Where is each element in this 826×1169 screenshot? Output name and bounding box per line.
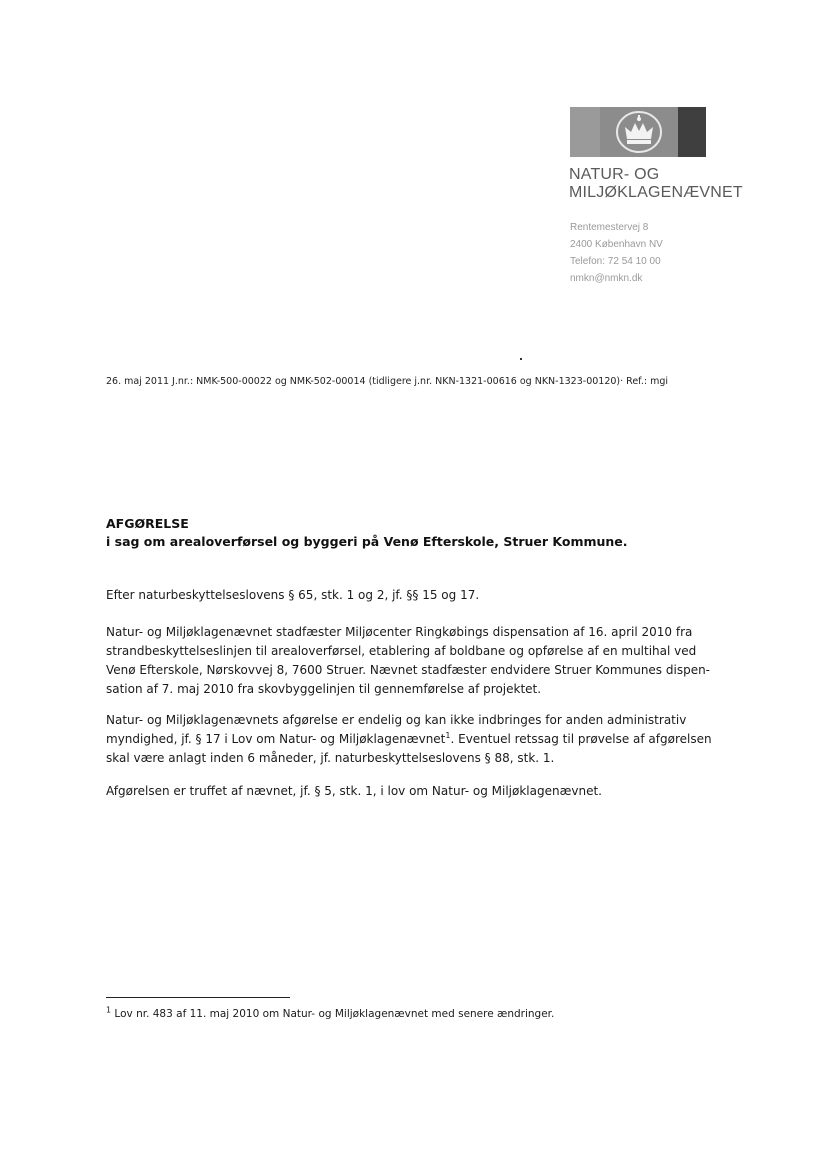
paragraph-line <box>106 730 712 749</box>
logo-left-panel <box>570 107 600 157</box>
paragraph-legal-basis <box>106 586 706 605</box>
address-street: Rentemestervej 8 <box>570 222 649 233</box>
agency-logo <box>570 107 706 157</box>
logo-center-panel <box>600 107 678 157</box>
paragraph-line: skal være anlagt inden 6 måneder, jf. naturbeskyttelseslovens § 88, stk. 1. <box>106 751 555 765</box>
paragraph-line: Natur- og Miljøklagenævnets afgørelse er endelig og kan ikke indbringes for anden administrativ <box>106 713 687 727</box>
logo-right-panel <box>678 107 706 157</box>
crown-icon <box>609 109 669 155</box>
decision-heading <box>106 515 628 551</box>
footnote-reference: 1 <box>445 731 451 740</box>
address-city: 2400 København NV <box>570 239 663 250</box>
paragraph-line: strandbeskyttelseslinjen til arealoverførsel, etablering af boldbane og opførelse af en multihal ved <box>106 644 697 658</box>
footnote-text: Lov nr. 483 af 11. maj 2010 om Natur- og Miljøklagenævnet med senere ændringer. <box>111 1008 555 1020</box>
paragraph-authority <box>106 782 706 801</box>
paragraph-line: sation af 7. maj 2010 fra skovbyggelinjen til gennemførelse af projektet. <box>106 682 542 696</box>
paragraph-line: Efter naturbeskyttelseslovens § 65, stk. 1 og 2, jf. §§ 15 og 17. <box>106 588 480 602</box>
paragraph-finality <box>106 711 712 768</box>
org-name-line-1: NATUR- OG <box>569 166 660 183</box>
organization-name <box>569 166 743 202</box>
paragraph-line: Venø Efterskole, Nørskovvej 8, 7600 Struer. Nævnet stadfæster endvidere Struer Kommunes dispen- <box>106 663 711 677</box>
paragraph-line-part: . Eventuel retssag til prøvelse af afgørelsen <box>450 732 712 746</box>
paragraph-line: Afgørelsen er truffet af nævnet, jf. § 5, stk. 1, i lov om Natur- og Miljøklagenævnet. <box>106 784 602 798</box>
org-name-line-2: MILJØKLAGENÆVNET <box>569 184 743 201</box>
reference-line: 26. maj 2011 J.nr.: NMK-500-00022 og NMK-502-00014 (tidligere j.nr. NKN-1321-00616 og NKN-1323-00120)· Ref.: mgi <box>106 376 668 387</box>
address-email: nmkn@nmkn.dk <box>570 273 643 284</box>
organization-address <box>570 219 663 287</box>
footnote-marker: 1 <box>106 1005 112 1015</box>
address-phone: Telefon: 72 54 10 00 <box>570 256 661 267</box>
heading-title: AFGØRELSE <box>106 516 189 531</box>
footnote-divider <box>106 997 290 998</box>
heading-subtitle: i sag om arealoverførsel og byggeri på Venø Efterskole, Struer Kommune. <box>106 534 628 549</box>
paragraph-line: Natur- og Miljøklagenævnet stadfæster Miljøcenter Ringkøbings dispensation af 16. april 2010 fra <box>106 625 693 639</box>
paragraph-decision <box>106 623 711 699</box>
paragraph-line-part: myndighed, jf. § 17 i Lov om Natur- og Miljøklagenævnet <box>106 732 446 746</box>
footnote <box>106 1005 555 1020</box>
scan-speck <box>520 358 522 360</box>
